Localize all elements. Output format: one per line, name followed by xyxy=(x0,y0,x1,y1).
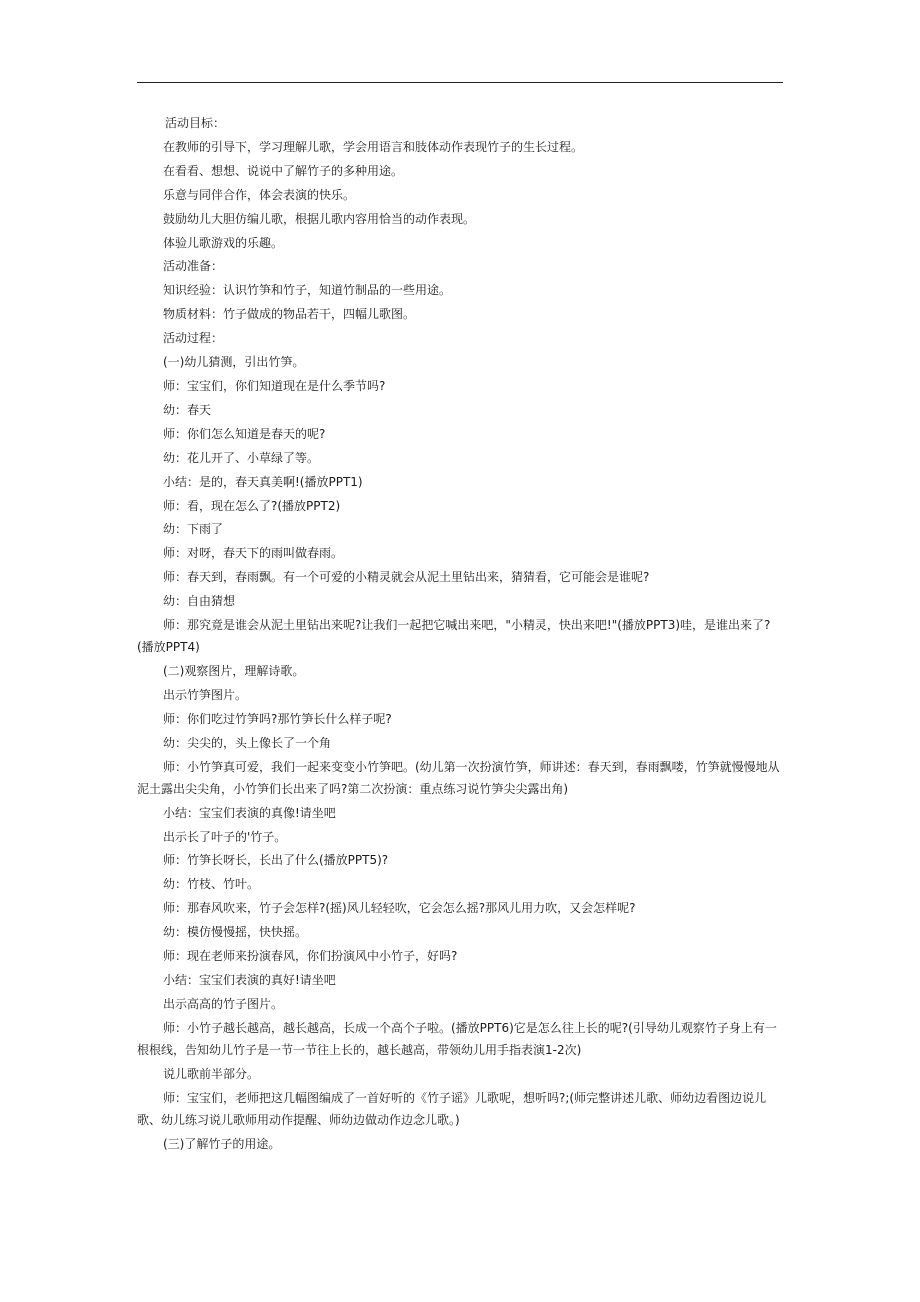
subsection-heading: (一)幼儿猜测，引出竹笋。 xyxy=(163,355,305,370)
paragraph: 在教师的引导下，学习理解儿歌，学会用语言和肢体动作表现竹子的生长过程。 xyxy=(163,139,584,154)
paragraph: 出示竹笋图片。 xyxy=(163,687,248,702)
paragraph: 师：对呀，春天下的雨叫做春雨。 xyxy=(163,546,344,561)
paragraph: 幼：竹枝、竹叶。 xyxy=(163,877,260,892)
paragraph: 师：那究竟是谁会从泥土里钻出来呢?让我们一起把它喊出来吧，"小精灵，快出来吧!"(播放PPT3)哇，是谁出来了?(播放PPT4) xyxy=(137,618,771,655)
section-heading-preparation: 活动准备： xyxy=(163,259,224,274)
paragraph: 知识经验：认识竹笋和竹子，知道竹制品的一些用途。 xyxy=(163,283,452,298)
paragraph: 出示长了叶子的'竹子。 xyxy=(163,829,287,844)
paragraph: 物质材料：竹子做成的物品若干，四幅儿歌图。 xyxy=(163,307,416,322)
paragraph: 师：看，现在怎么了?(播放PPT2) xyxy=(163,498,341,513)
subsection-heading: (三)了解竹子的用途。 xyxy=(163,1136,281,1151)
paragraph: 师：小竹笋真可爱，我们一起来变变小竹笋吧。(幼儿第一次扮演竹笋，师讲述：春天到，春雨飘喽，竹笋就慢慢地从泥土露出尖尖角，小竹笋们长出来了吗?第二次扮演：重点练习说竹笋尖尖露出角) xyxy=(137,759,780,796)
document-body xyxy=(137,112,784,1157)
paragraph: 幼：花儿开了、小草绿了等。 xyxy=(163,450,320,465)
paragraph: 在看看、想想、说说中了解竹子的多种用途。 xyxy=(163,163,404,178)
paragraph: 小结：宝宝们表演的真好!请坐吧 xyxy=(163,973,336,987)
paragraph: 师：那春风吹来，竹子会怎样?(摇)风儿轻轻吹，它会怎么摇?那风儿用力吹，又会怎样呢? xyxy=(163,901,636,916)
paragraph: 师：竹笋长呀长，长出了什么(播放PPT5)? xyxy=(163,853,389,868)
paragraph: 幼：尖尖的，头上像长了一个角 xyxy=(163,735,332,750)
paragraph: 小结：宝宝们表演的真像!请坐吧 xyxy=(163,805,336,820)
paragraph: 师：宝宝们，你们知道现在是什么季节吗? xyxy=(163,378,386,393)
paragraph: 出示高高的竹子图片。 xyxy=(163,996,284,1011)
paragraph: 乐意与同伴合作，体会表演的快乐。 xyxy=(163,187,356,202)
paragraph: 师：春天到，春雨飘。有一个可爱的小精灵就会从泥土里钻出来，猜猜看，它可能会是谁呢? xyxy=(163,570,650,585)
paragraph: 师：现在老师来扮演春风，你们扮演风中小竹子，好吗? xyxy=(163,949,458,964)
paragraph: 幼：模仿慢慢摇，快快摇。 xyxy=(163,925,308,940)
paragraph: 师：宝宝们，老师把这几幅图编成了一首好听的《竹子谣》儿歌呢，想听吗?;(师完整讲述儿歌、师幼边看图边说儿歌、幼儿练习说儿歌师用动作提醒、师幼边做动作边念儿歌。) xyxy=(137,1090,767,1127)
paragraph: 师：你们吃过竹笋吗?那竹笋长什么样子呢? xyxy=(163,711,392,726)
paragraph: 师：小竹子越长越高，越长越高，长成一个高个子啦。(播放PPT6)它是怎么往上长的呢?(引导幼儿观察竹子身上有一根根线，告知幼儿竹子是一节一节往上长的，越长越高，带领幼儿用手指表演1-2次) xyxy=(137,1020,777,1057)
paragraph: 幼：下雨了 xyxy=(163,522,224,537)
paragraph: 小结：是的，春天真美啊!(播放PPT1) xyxy=(163,474,363,489)
section-heading-process: 活动过程： xyxy=(163,331,224,346)
subsection-heading: (二)观察图片，理解诗歌。 xyxy=(163,664,305,679)
paragraph: 体验儿歌游戏的乐趣。 xyxy=(163,235,284,250)
paragraph: 师：你们怎么知道是春天的呢? xyxy=(163,426,326,441)
header-rule xyxy=(137,82,783,83)
paragraph: 幼：自由猜想 xyxy=(163,594,236,609)
paragraph: 鼓励幼儿大胆仿编儿歌，根据儿歌内容用恰当的动作表现。 xyxy=(163,211,476,226)
section-heading-goals: 活动目标： xyxy=(165,116,226,130)
paragraph: 幼：春天 xyxy=(163,402,212,417)
paragraph: 说儿歌前半部分。 xyxy=(163,1066,260,1081)
